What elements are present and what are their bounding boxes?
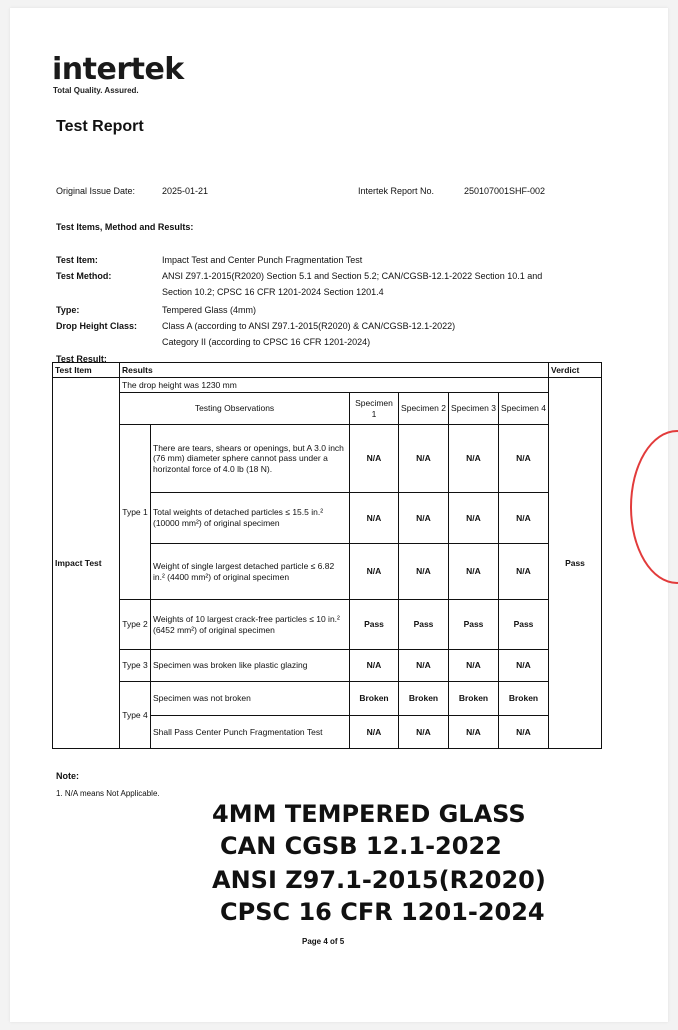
result-cell: N/A xyxy=(350,425,399,493)
result-cell: N/A xyxy=(350,493,399,544)
report-no: 250107001SHF-002 xyxy=(464,186,546,196)
type-3-label: Type 3 xyxy=(120,650,151,682)
test-result-label: Test Result: xyxy=(56,354,107,364)
specimen-1-header: Specimen 1 xyxy=(350,393,399,425)
type-1-label: Type 1 xyxy=(120,425,151,600)
result-cell: N/A xyxy=(449,716,499,749)
impact-test-cell: Impact Test xyxy=(53,378,120,749)
test-item-value: Impact Test and Center Punch Fragmentation Test xyxy=(162,255,363,265)
specimen-4-header: Specimen 4 xyxy=(499,393,549,425)
type-value: Tempered Glass (4mm) xyxy=(162,305,257,315)
observation: There are tears, shears or openings, but A 3.0 inch (76 mm) diameter sphere cannot pass under a horizontal force of 4.0 lb (18 N). xyxy=(151,425,350,493)
section-heading: Test Items, Method and Results: xyxy=(56,222,194,232)
drop-height-label: Drop Height Class: xyxy=(56,321,138,331)
note-label: Note: xyxy=(56,771,79,781)
testing-observations-header: Testing Observations xyxy=(120,393,350,425)
result-cell: Broken xyxy=(350,682,399,716)
test-item-label: Test Item: xyxy=(56,255,98,265)
observation: Weights of 10 largest crack-free particles ≤ 10 in.² (6452 mm²) of original specimen xyxy=(151,600,350,650)
result-cell: Pass xyxy=(399,600,449,650)
type-4-label: Type 4 xyxy=(120,682,151,749)
drop-height-line2: Category II (according to CPSC 16 CFR 1201-2024) xyxy=(162,337,371,347)
note-line: 1. N/A means Not Applicable. xyxy=(56,789,160,798)
result-cell: N/A xyxy=(499,493,549,544)
observation: Shall Pass Center Punch Fragmentation Test xyxy=(151,716,350,749)
result-cell: N/A xyxy=(499,650,549,682)
header-results: Results xyxy=(120,363,549,378)
observation: Total weights of detached particles ≤ 15.5 in.² (10000 mm²) of original specimen xyxy=(151,493,350,544)
type-2-label: Type 2 xyxy=(120,600,151,650)
result-cell: N/A xyxy=(399,716,449,749)
result-cell: N/A xyxy=(399,425,449,493)
test-method-line1: ANSI Z97.1-2015(R2020) Section 5.1 and Section 5.2; CAN/CGSB-12.1-2022 Section 10.1 and xyxy=(162,271,543,281)
result-cell: N/A xyxy=(499,716,549,749)
result-cell: N/A xyxy=(350,544,399,600)
issue-date: 2025-01-21 xyxy=(162,186,209,196)
result-cell: N/A xyxy=(449,650,499,682)
result-cell: N/A xyxy=(499,425,549,493)
specimen-2-header: Specimen 2 xyxy=(399,393,449,425)
specimen-3-header: Specimen 3 xyxy=(449,393,499,425)
observation: Weight of single largest detached particle ≤ 6.82 in.² (4400 mm²) of original specimen xyxy=(151,544,350,600)
page-title: Test Report xyxy=(56,118,144,135)
overlay-line-1: 4MM TEMPERED GLASS xyxy=(212,800,526,828)
result-cell: N/A xyxy=(350,650,399,682)
result-cell: Pass xyxy=(449,600,499,650)
test-method-line2: Section 10.2; CPSC 16 CFR 1201-2024 Section 1201.4 xyxy=(162,287,384,297)
drop-height-note: The drop height was 1230 mm xyxy=(120,378,549,393)
result-cell: N/A xyxy=(449,544,499,600)
logo-tagline: Total Quality. Assured. xyxy=(53,86,139,95)
page-number: Page 4 of 5 xyxy=(302,937,345,946)
results-table xyxy=(52,362,602,749)
result-cell: Pass xyxy=(499,600,549,650)
result-cell: Broken xyxy=(499,682,549,716)
intertek-logo: intertek xyxy=(52,52,184,87)
result-cell: Broken xyxy=(449,682,499,716)
result-cell: N/A xyxy=(350,716,399,749)
issue-date-label: Original Issue Date: xyxy=(56,186,136,196)
overlay-line-2: CAN CGSB 12.1-2022 xyxy=(220,832,502,860)
drop-height-line1: Class A (according to ANSI Z97.1-2015(R2020) & CAN/CGSB-12.1-2022) xyxy=(162,321,456,331)
result-cell: Broken xyxy=(399,682,449,716)
verdict-cell: Pass xyxy=(549,378,602,749)
result-cell: N/A xyxy=(399,493,449,544)
result-cell: N/A xyxy=(449,425,499,493)
report-no-label: Intertek Report No. xyxy=(358,186,435,196)
result-cell: N/A xyxy=(499,544,549,600)
test-method-label: Test Method: xyxy=(56,271,112,281)
type-label: Type: xyxy=(56,305,80,315)
result-cell: Pass xyxy=(350,600,399,650)
result-cell: N/A xyxy=(399,650,449,682)
overlay-line-4: CPSC 16 CFR 1201-2024 xyxy=(220,898,545,926)
header-test-item: Test Item xyxy=(53,363,120,378)
result-cell: N/A xyxy=(449,493,499,544)
overlay-line-3: ANSI Z97.1-2015(R2020) xyxy=(212,866,546,894)
header-verdict: Verdict xyxy=(549,363,602,378)
observation: Specimen was broken like plastic glazing xyxy=(151,650,350,682)
result-cell: N/A xyxy=(399,544,449,600)
observation: Specimen was not broken xyxy=(151,682,350,716)
